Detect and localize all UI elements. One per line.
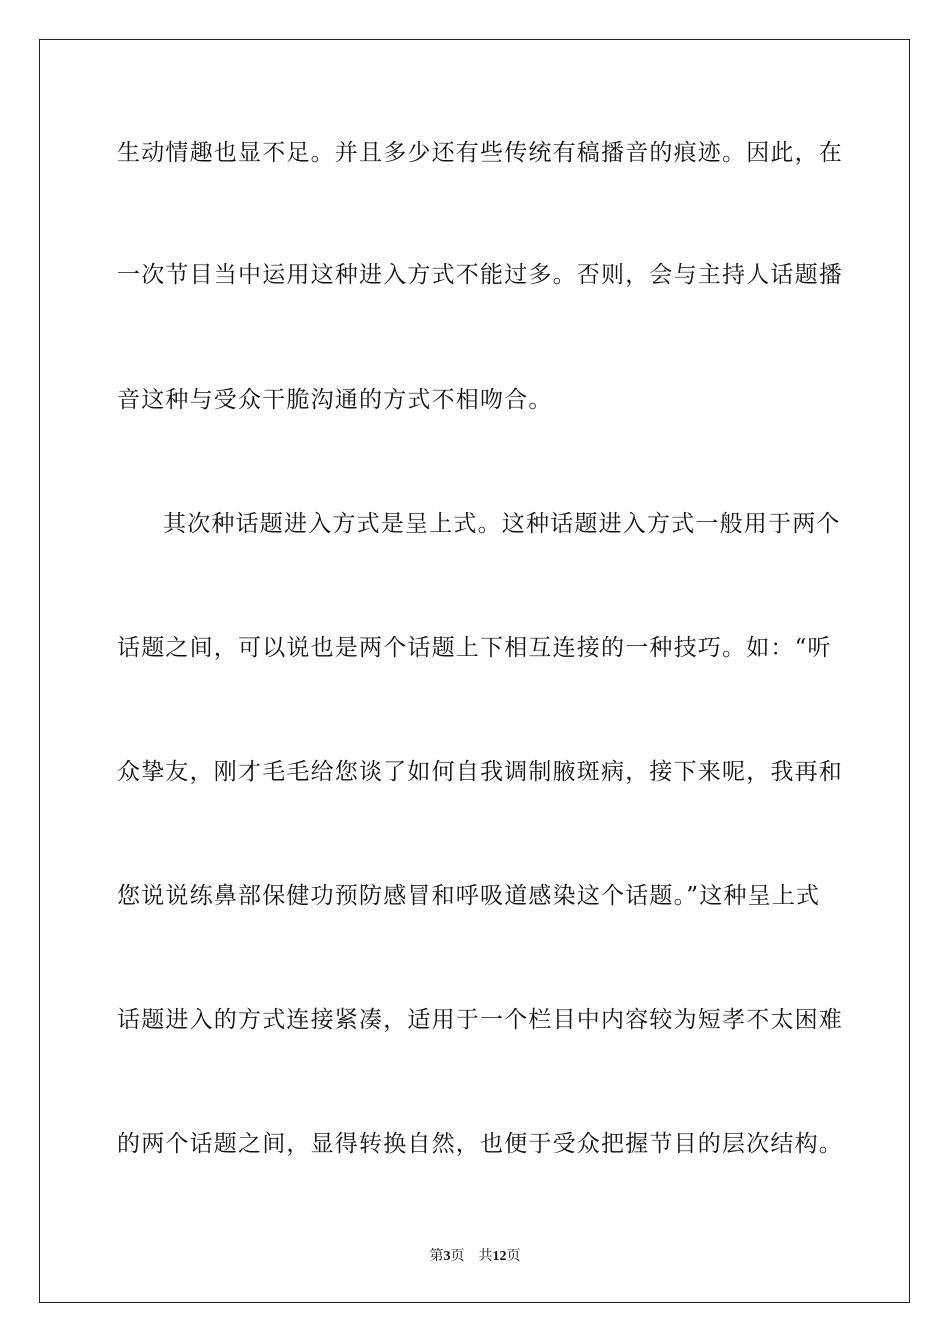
page-number: 3 — [443, 1249, 451, 1264]
body-text-line: 话题之间，可以说也是两个话题上下相互连接的一种技巧。如：“听 — [117, 635, 832, 661]
body-text-line: 的两个话题之间，显得转换自然，也便于受众把握节目的层次结构。 — [117, 1131, 843, 1157]
page-prefix: 第 — [429, 1248, 444, 1264]
total-suffix: 页 — [506, 1248, 521, 1264]
page-border — [39, 39, 910, 1303]
paragraph-first-line: 其次种话题进入方式是呈上式。这种话题进入方式一般用于两个 — [163, 511, 841, 537]
total-prefix: 共 — [478, 1248, 493, 1264]
body-text-line: 话题进入的方式连接紧凑，适用于一个栏目中内容较为短孝不太困难 — [117, 1007, 843, 1033]
body-text-line: 您说说练鼻部保健功预防感冒和呼吸道感染这个话题。”这种呈上式 — [117, 883, 821, 909]
body-text-line: 音这种与受众干脆沟通的方式不相吻合。 — [117, 387, 553, 413]
page-footer — [0, 1247, 950, 1266]
body-text-line: 众挚友，刚才毛毛给您谈了如何自我调制腋斑病，接下来呢，我再和 — [117, 759, 843, 785]
body-text-line: 生动情趣也显不足。并且多少还有些传统有稿播音的痕迹。因此，在 — [117, 140, 843, 166]
total-pages: 12 — [492, 1249, 507, 1264]
page-suffix: 页 — [450, 1248, 465, 1264]
body-text-line: 一次节目当中运用这种进入方式不能过多。否则，会与主持人话题播 — [117, 262, 843, 288]
